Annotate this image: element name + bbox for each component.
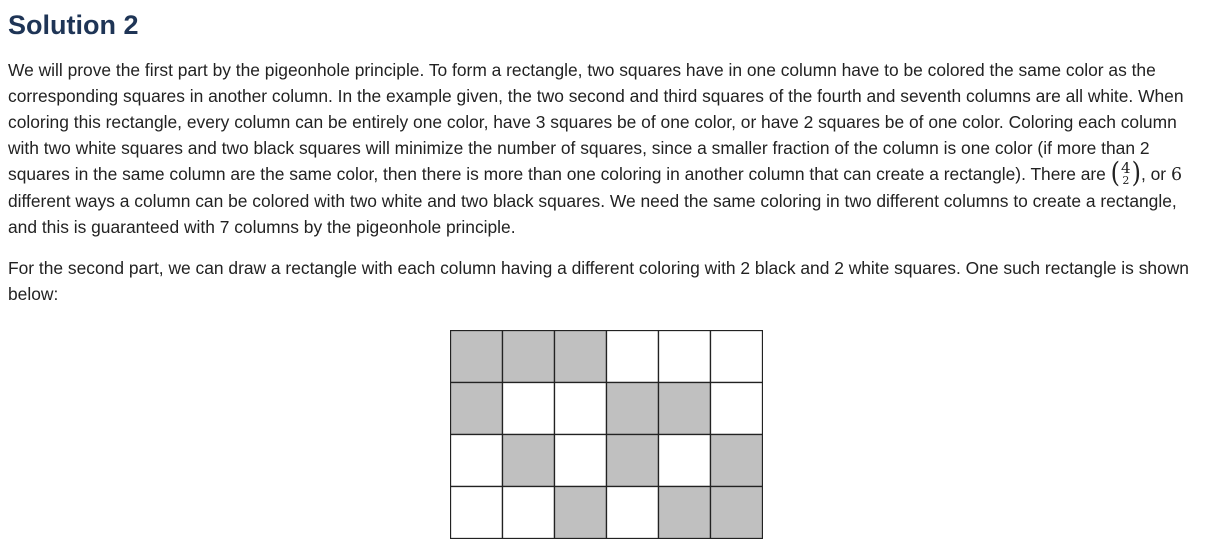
white-cell [711,331,763,383]
white-cell [659,435,711,487]
shaded-cell [451,383,503,435]
shaded-cell [451,331,503,383]
binom-top: 4 [1121,158,1131,177]
paragraph-text-intro: We will prove the first part by the pigeonhole principle. To form a rectangle, two squares have in one column have to be colored the same color as the corresponding squares in another column. In the example given, the two second and third squares of the fourth and seventh columns are all white. When coloring this rectangle, every column can be entirely one color, have 3 squares be of one color, or have 2 squares be of one color. Coloring each column with two white squares and two black squares will minimize the number of squares, since a smaller fraction of the column is one color (if more than 2 squares in the same column are the same color, then there is more than one coloring in another column that can create a rectangle). There are [8,60,1184,184]
coloring-grid [450,330,763,539]
white-cell [607,331,659,383]
paragraph-text-rest: different ways a column can be colored with two white and two black squares. We need the same coloring in two different columns to create a rectangle, and this is guaranteed with 7 columns by the pigeonhole principle. [8,191,1177,237]
shaded-cell [503,331,555,383]
binom-bottom: 2 [1122,173,1130,187]
white-cell [607,487,659,539]
shaded-cell [659,487,711,539]
white-cell [711,383,763,435]
shaded-cell [711,435,763,487]
white-cell [555,383,607,435]
math-six: 6 [1170,165,1183,185]
proof-paragraph [8,57,1208,240]
white-cell [451,435,503,487]
shaded-cell [607,383,659,435]
white-cell [503,487,555,539]
shaded-cell [555,487,607,539]
shaded-cell [659,383,711,435]
shaded-cell [607,435,659,487]
white-cell [451,487,503,539]
white-cell [555,435,607,487]
shaded-cell [711,487,763,539]
binomial-coefficient: ( 4 2 ) [1110,157,1141,190]
shaded-cell [503,435,555,487]
second-part-paragraph: For the second part, we can draw a rectangle with each column having a different coloring with 2 black and 2 white squares. One such rectangle is shown below: [8,258,1189,304]
white-cell [503,383,555,435]
solution-heading: Solution 2 [8,10,139,40]
white-cell [659,331,711,383]
coloring-grid-figure [450,330,763,539]
shaded-cell [555,331,607,383]
paragraph-text-or: , or [1140,164,1171,184]
